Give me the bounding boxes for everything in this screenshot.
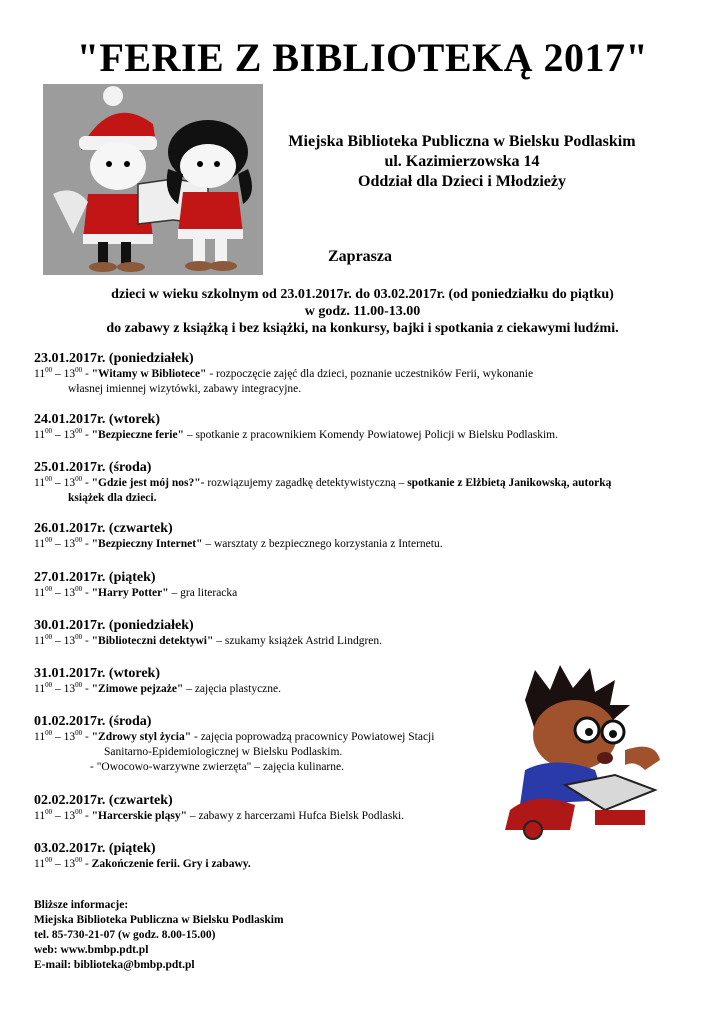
organizer-department: Oddział dla Dzieci i Młodzieży — [358, 173, 566, 190]
contact-email[interactable]: E-mail: biblioteka@bmbp.pdt.pl — [34, 959, 195, 971]
schedule-day — [34, 569, 237, 601]
day-activity-cont: książek dla dzieci. — [68, 492, 157, 504]
organizer-address: ul. Kazimierzowska 14 — [384, 153, 540, 170]
schedule-day — [34, 411, 558, 443]
intro-line: w godz. 11.00-13.00 — [304, 304, 421, 319]
time-range: $11^{00} - 13^{00}$ — [34, 633, 83, 647]
children-carol-illustration — [43, 84, 263, 275]
day-activity: $11^{00} - 13^{00}$ - "Zdrowy styl życia" - zajęcia poprowadzą pracownicy Powiatowej Stacji — [34, 729, 435, 743]
day-heading: 02.02.2017r. (czwartek) — [34, 793, 173, 808]
organizer-block — [262, 132, 662, 192]
time-range: $11^{00} - 13^{00}$ — [34, 808, 83, 822]
time-range: $11^{00} - 13^{00}$ — [34, 729, 83, 743]
schedule-day — [34, 350, 533, 397]
day-activity: $11^{00} - 13^{00}$ - "Harry Potter" – gra literacka — [34, 585, 238, 599]
contact-org: Miejska Biblioteka Publiczna w Bielsku Podlaskim — [34, 914, 284, 926]
time-range: $11^{00} - 13^{00}$ — [34, 366, 83, 380]
day-activity: $11^{00} - 13^{00}$ - "Biblioteczni detektywi" – szukamy książek Astrid Lindgren. — [34, 633, 383, 647]
schedule-day — [34, 617, 382, 649]
day-heading: 25.01.2017r. (środa) — [34, 460, 152, 475]
schedule-day — [34, 840, 251, 872]
day-activity: $11^{00} - 13^{00}$ - "Harcerskie pląsy" – zabawy z harcerzami Hufca Bielsk Podlaski. — [34, 808, 405, 822]
contact-web[interactable]: web: www.bmbp.pdt.pl — [34, 944, 149, 956]
contact-info — [34, 898, 284, 973]
schedule-day — [34, 713, 434, 775]
day-activity: $11^{00} - 13^{00}$ - "Witamy w Bibliotece" - rozpoczęcie zajęć dla dzieci, poznanie uczestników Ferii, wykonanie — [34, 366, 534, 380]
schedule-day — [34, 665, 281, 697]
day-activity: - "Owocowo-warzywne zwierzęta" – zajęcia kulinarne. — [90, 761, 344, 773]
invite-heading: Zaprasza — [328, 248, 392, 265]
contact-phone: tel. 85-730-21-07 (w godz. 8.00-15.00) — [34, 929, 216, 941]
day-heading: 26.01.2017r. (czwartek) — [34, 521, 173, 536]
day-heading: 27.01.2017r. (piątek) — [34, 570, 156, 585]
day-heading: 24.01.2017r. (wtorek) — [34, 412, 160, 427]
boy-reading-illustration — [495, 660, 675, 840]
page-title: "FERIE Z BIBLIOTEKĄ 2017" — [76, 35, 649, 80]
contact-heading: Bliższe informacje: — [34, 899, 129, 911]
intro-block — [20, 286, 705, 337]
day-heading: 23.01.2017r. (poniedziałek) — [34, 351, 194, 366]
time-range: $11^{00} - 13^{00}$ — [34, 856, 83, 870]
time-range: $11^{00} - 13^{00}$ — [34, 427, 83, 441]
day-activity: $11^{00} - 13^{00}$ - "Gdzie jest mój nos?"- rozwiązujemy zagadkę detektywistyczną – spotkanie z Elżbietą Janikowską, autorką — [34, 475, 612, 489]
day-heading: 03.02.2017r. (piątek) — [34, 841, 156, 856]
time-range: $11^{00} - 13^{00}$ — [34, 475, 83, 489]
day-activity-cont: Sanitarno-Epidemiologicznej w Bielsku Podlaskim. — [104, 746, 343, 758]
day-activity: $11^{00} - 13^{00}$ - "Zimowe pejzaże" – zajęcia plastyczne. — [34, 681, 282, 695]
intro-line: do zabawy z książką i bez książki, na konkursy, bajki i spotkania z ciekawymi ludźmi. — [106, 321, 619, 336]
day-activity-cont: własnej imiennej wizytówki, zabawy integracyjne. — [68, 383, 302, 395]
time-range: $11^{00} - 13^{00}$ — [34, 585, 83, 599]
schedule-day — [34, 459, 611, 506]
day-heading: 01.02.2017r. (środa) — [34, 714, 152, 729]
time-range: $11^{00} - 13^{00}$ — [34, 536, 83, 550]
schedule-day — [34, 520, 443, 552]
day-heading: 31.01.2017r. (wtorek) — [34, 666, 160, 681]
organizer-name: Miejska Biblioteka Publiczna w Bielsku Podlaskim — [288, 133, 636, 150]
time-range: $11^{00} - 13^{00}$ — [34, 681, 83, 695]
day-activity: $11^{00} - 13^{00}$ - "Bezpieczne ferie" – spotkanie z pracownikiem Komendy Powiatowej Policji w Bielsku Podlaskim. — [34, 427, 558, 441]
schedule-day — [34, 792, 404, 824]
intro-line: dzieci w wieku szkolnym od 23.01.2017r. do 03.02.2017r. (od poniedziałku do piątku) — [111, 287, 614, 302]
day-activity: $11^{00} - 13^{00}$ - "Bezpieczny Internet" – warsztaty z bezpiecznego korzystania z Internetu. — [34, 536, 443, 550]
day-heading: 30.01.2017r. (poniedziałek) — [34, 618, 194, 633]
day-activity: $11^{00} - 13^{00}$ - Zakończenie ferii. Gry i zabawy. — [34, 856, 251, 870]
